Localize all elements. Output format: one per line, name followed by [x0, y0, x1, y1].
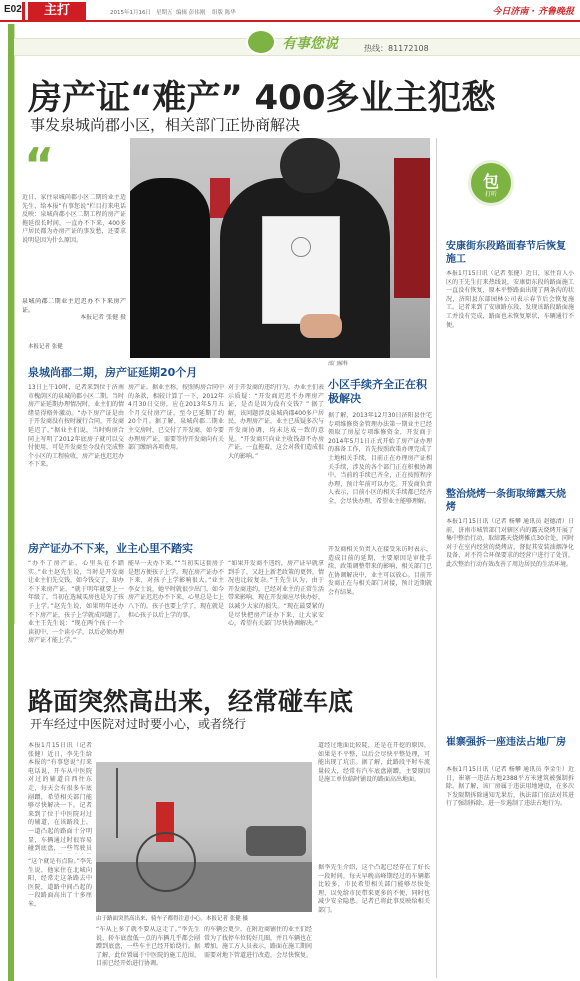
middle-article-text-2: 开发商相关负责人在接受采访时表示，造成目前的延期，主要原因是审批手续，政策调整带来的影响，相关部门已在协调解决中，业主可以放心。目前开发商正在与相关部门对接，预计近期就会有结果。 — [328, 546, 432, 596]
article-column-6: “如果开发商不违约，房产证早就拿到手了，又赶上新老政策的更替，情况也比较复杂。”王先生认为，由于开发商违约，已经对业主的正常生活带来影响，现在开发商应尽快办好，以减少大家的损失。“现在最要紧的是尽快把房产证办下来，让大家安心，希望有关部门尽快协调解决。” — [228, 560, 324, 628]
right-column-divider — [436, 138, 437, 978]
article-column-1: 13日上午10时，记者来到位于济南市槐荫区的泉城尚郡小区二期。当时房产证延期办理情况时，业主们的情绪显得格外激动。“办下房产证是由于开发商没有按时履行合同，开发商延迟了。”据业主们说，当时购房合同上写明了2012年底房子就可以交付使用，可是开发商至今没有完成整个小区的工程验收，房产证也迟迟办不下来。 — [28, 384, 124, 469]
editor-credit: 编辑 彭伟刚 — [176, 10, 206, 16]
brief-headline-3: 崔寨强拆一座违法占地厂房 — [446, 737, 566, 748]
second-column-6: 据李先生介绍，这个凸起已经存在了好长一段时间，每天早晚高峰期经过的车辆都比较多，市民希望相关部门能够尽快处理，以免给市民带来更多的不便，同时也减少安全隐患。记者已将此事反映给相关部门。 — [318, 864, 430, 914]
speech-bubble-icon — [246, 29, 276, 55]
lead-photo-caption: 泉城尚郡二期业主迟迟办不下来房产证。 — [22, 298, 126, 314]
brief-text-3: 本报1月15日讯（记者 杨攀 通讯员 李金生）近日，崔寨一违法占地2388平方米建筑被强制拆除。据了解，该厂房属于违法用地建设，在多次下发限期拆除通知无果后，执法部门依法对其进行了强制拆除，进一步遏制了违法占地行为。 — [446, 766, 574, 808]
article-column-3: 对于开发商的违约行为，办业主们表示质疑：“开发商迟迟不办理房产证，是否是因为没有交钱？” 据了解，该问题涉及泉城尚郡400多户居民，办理房产证，业主已质疑多次与开发商协调，均未达成一致的意见。“开发商只向业主收钱却不办房产证，一直拖着，这会对我们造成很大的影响。” — [228, 384, 324, 460]
page-number: E02 — [4, 4, 22, 15]
second-column-2: “这个就是有点险。”李先生说，他家住在北城向阳，经常走这条路去中医院，道路中间凸起的一段路面高出了十多厘米。 — [28, 858, 92, 908]
badge-character: 包 — [482, 172, 499, 191]
lead-photo-byline: 本报记者 张健 — [28, 344, 63, 350]
quote-mark-icon: “ — [24, 138, 55, 192]
brief-headline-2: 整治烧烤一条街取缔露天烧烤 — [446, 489, 566, 513]
lead-photo-credit: 本报记者 张健 摄 — [80, 314, 126, 321]
issue-weekday: 星期五 — [156, 10, 173, 16]
brief-text-2: 本报1月15日讯（记者 杨攀 通讯员 赵德清）日前，济南市城管部门对辖区内的露天烧烤开展了集中整治行动，取缔露天烧烤摊点30余处，同时对于在室内经营的烧烤店，督促其安装油烟净化设备，对不符合环保要求的经营户进行了处罚，此次整治行动有效改善了周边居民的生活环境。 — [446, 518, 574, 568]
photo-hand — [300, 314, 342, 338]
photo-tree — [116, 768, 118, 838]
photo-wall — [96, 762, 312, 822]
second-subheadline: 开车经过中医院对过时要小心，或者绕行 — [30, 717, 247, 731]
page-header — [0, 0, 580, 22]
middle-headline: 小区手续齐全正在积极解决 — [328, 378, 427, 405]
lead-summary-box — [22, 138, 126, 321]
second-column-3: “车从上多了就不要从这走了。”李先生说，轿车底盘低一点的车辆几乎都会剐蹭到底盘，一些车主已经开始绕行。据了解，此位置属于中医院的施工范围，目前已经开始进行协调。 — [96, 926, 200, 968]
layout-credit: 组版 陈华 — [212, 10, 236, 16]
lead-subheadline: 事发泉城尚郡小区，相关部门正协商解决 — [30, 116, 301, 134]
middle-article-text: 据了解，2013年12月30日济阳县住宅专项维修资金管理办法第一期业主已经领取了房屋专项维修资金，开发商于2014年5月1日正式开始了房产证办理的准备工作，首先按照政策办理完成了土地相关手续，目前正在办理房产证相关手续，涉及的各个部门正在积极协调中。当前的手续已齐全，正在按照程序办理，预计年前可以办完。开发商负责人表示，目前小区的相关手续都已经齐全，会尽快办理，希望业主能够理解。 — [328, 412, 432, 505]
article-column-4: “办不了房产证，心里头在不踏实。”业主赵先生说，当时是开发商让业主们先交钱，如今钱交了，却办不下来房产证。“就于明年就要上一年级了，当初在选城买房也是为了孩子上学。”赵先生说，如果明年还办不下房产证，孩子上学就成问题了。业主王先生说：“现在两个孩子一个读初中、一个读小学，以后必须办理房产证才能上学。” — [28, 560, 124, 645]
photo-road — [96, 862, 312, 912]
photo-person-left — [130, 178, 210, 358]
road-photo-caption: 由于路面突然高出来，骑车子都得注意小心。本报记者 张健 摄 — [96, 916, 248, 922]
second-headline: 路面突然高出来，经常碰车底 — [28, 687, 354, 716]
photo-person-head — [280, 138, 340, 193]
masthead-brand: 今日济南 · 齐鲁晚报 — [492, 7, 574, 17]
photo-car — [246, 826, 306, 856]
issue-date: 2015年1月16日 — [110, 10, 151, 16]
brief-headline-1: 安康街东段路面春节后恢复施工 — [446, 241, 566, 265]
bicycle-icon — [136, 832, 196, 892]
lead-headline: 房产证“难产” 400多业主犯愁 — [28, 78, 496, 118]
subsection-title-2: 房产证办不下来，业主心里不踏实 — [28, 542, 193, 555]
left-accent-line — [14, 24, 15, 624]
article-column-5: 能早一天办下来。”“当初买这套房子是想方便孩子上学，现在房产证办不下来，对孩子上学影响很大。”业主李女士说，她平时就很少出门，如今房产证迟迟办不下来，心里总是七上八下的。孩子也要上学了，现在就是担心孩子以后上学的事。 — [128, 560, 224, 619]
subsection-title-1: 泉城尚郡二期，房产证延期20个月 — [28, 366, 198, 379]
lead-summary-text: 近日，家住泉城尚郡小区二期的业主适先生，给本报“有事您说”栏目打来电话反映：泉城尚郡小区二期工程的房产证拖延很长时间，一直办不下来，400多户居民都为办房产证的事发愁，还要求说明是因为什么原因。 — [22, 194, 126, 244]
photo-person-right — [394, 158, 430, 298]
photo-certificate — [262, 216, 340, 324]
road-photo — [96, 762, 312, 912]
section-label: 主打 — [28, 2, 86, 20]
seal-icon — [291, 237, 311, 257]
second-column-1: 本报1月15日讯（记者 张健）近日，李先生给本报的“有事您说”打来电话说，开车从中医院对过的辅道自西往东走，每天会有很多车底剐蹭，希望相关部门能够尽快解决一下。记者来到了位于中医院对过的辅道，在该路段上，一道凸起的路面十分明显，车辆通过时很容易碰到底盘，一些驾驶员 — [28, 742, 92, 853]
article-column-2: 房产证。据业主称，按照购房合同中的条款，相较计算了一下，2012年4月30日交房，应在2013年5月五个月交付房产证，至今已延期了约20个月。据了解，泉城尚郡二期业主交房时，已交付了开发商，如今要办理房产证，需要等待开发商向有关部门缴纳各项费用。 — [128, 384, 224, 452]
brief-text-1: 本报1月15日讯（记者 张健）近日，家住育人小区的王先生打来热线说，安康街东段的路面施工一直没有恢复，原本平整路面出现了两条沟的状况，济阳县东部园林公司表示春节后会恢复施工。记者来到了安康路东段，发现该路段路面施工并没有完成，路面也未恢复原状，车辆通行不便。 — [446, 270, 574, 329]
lead-photo — [130, 138, 430, 358]
column-banner — [14, 38, 580, 56]
second-column-5: 道经过地面比较陡，还是在开挖的原因，如果是不平整，以后会尽快平整处理，可能出现了坑洼。据了解，此路段平时车流量较大，经常有汽车底盘剐蹭，主要原因是施工单位临时铺设的路面高出地面。 — [318, 742, 430, 784]
badge-label: 打听 — [484, 191, 497, 198]
hotline-number: 热线：81172108 — [364, 44, 429, 53]
pack-badge — [468, 160, 514, 206]
middle-section-label: 部门解释 — [328, 361, 349, 367]
second-column-4: 的车辆会更少，在附近商铺住的业主们经常为了找停车位转好几圈，并且车辆也在增加。施工方人员表示，路面在施工期间需要对地下管道进行改造，会尽快恢复。 — [204, 926, 312, 959]
column-title: 有事您说 — [282, 36, 338, 52]
